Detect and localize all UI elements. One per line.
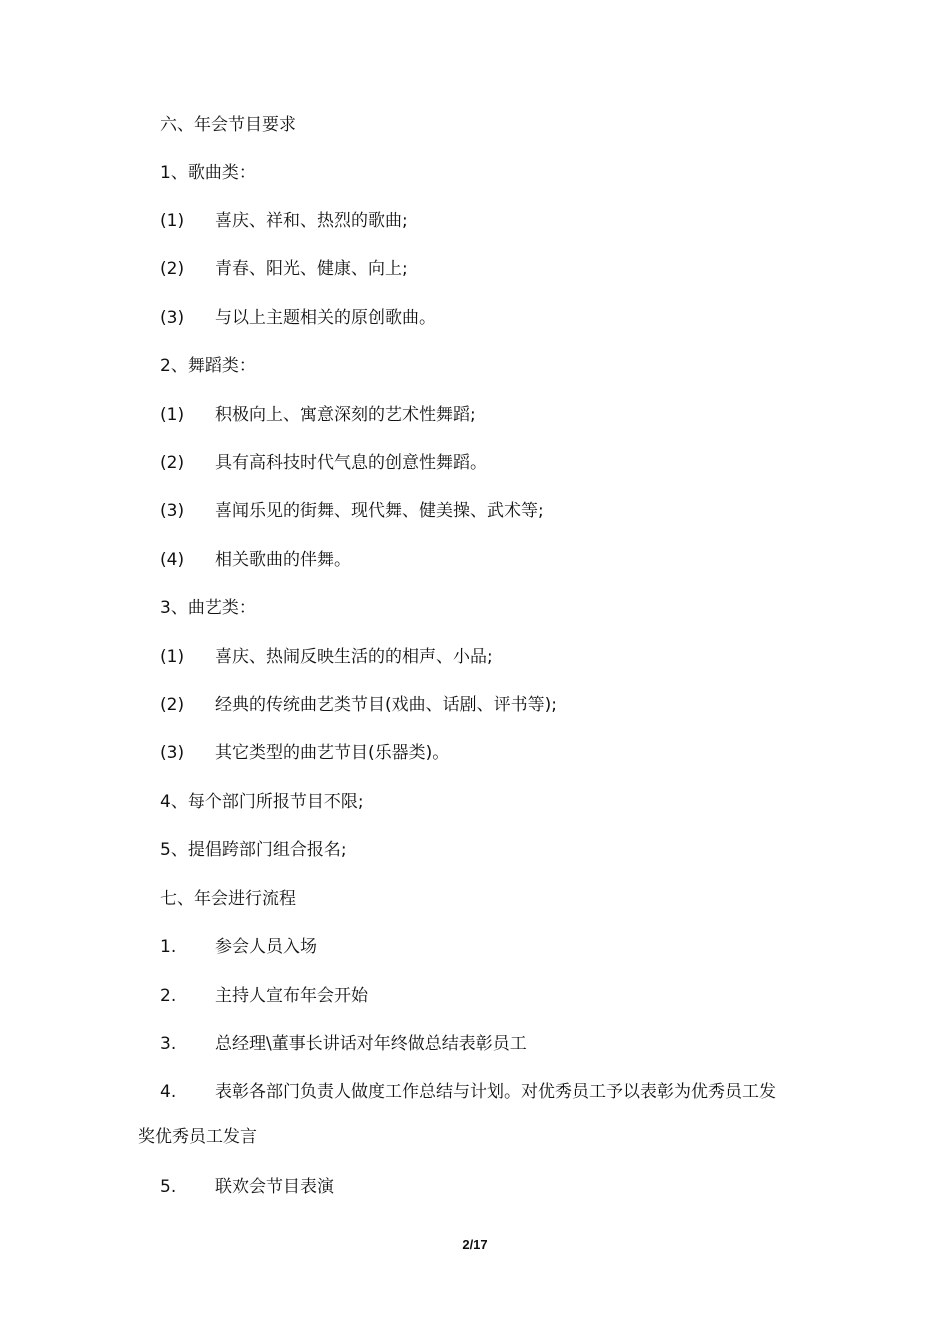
page-number: 2/17 [462, 1237, 488, 1252]
flow-step-continuation: 奖优秀员工发言 [138, 1127, 257, 1147]
flow-step-number: 5. [160, 1177, 177, 1197]
category-dance-heading: 2、舞蹈类： [160, 356, 256, 376]
list-item-number: (4) [160, 550, 185, 570]
flow-step-text: 参会人员入场 [215, 937, 317, 957]
list-item-number: (2) [160, 453, 185, 473]
list-item-text: 相关歌曲的伴舞。 [215, 550, 351, 570]
flow-step-number: 1. [160, 937, 177, 957]
list-item-text: 青春、阳光、健康、向上; [215, 259, 408, 279]
list-item-text: 喜庆、祥和、热烈的歌曲; [215, 211, 408, 231]
list-item-text: 具有高科技时代气息的创意性舞蹈。 [215, 453, 487, 473]
flow-step-text: 表彰各部门负责人做度工作总结与计划。对优秀员工予以表彰为优秀员工发 [215, 1082, 776, 1102]
flow-step-number: 2. [160, 986, 177, 1006]
flow-step-text: 主持人宣布年会开始 [215, 986, 368, 1006]
list-item-number: (2) [160, 259, 185, 279]
list-item-text: 积极向上、寓意深刻的艺术性舞蹈; [215, 405, 476, 425]
list-item-number: (1) [160, 647, 185, 667]
list-item-number: (1) [160, 211, 185, 231]
list-item-text: 经典的传统曲艺类节目(戏曲、话剧、评书等); [215, 695, 557, 715]
section-7-title: 七、年会进行流程 [160, 889, 296, 909]
list-item-text: 与以上主题相关的原创歌曲。 [215, 308, 436, 328]
flow-step-text: 总经理\董事长讲话对年终做总结表彰员工 [215, 1034, 527, 1054]
section-6-title: 六、年会节目要求 [160, 115, 296, 135]
list-item-number: (2) [160, 695, 185, 715]
flow-step-number: 3. [160, 1034, 177, 1054]
list-item-number: (1) [160, 405, 185, 425]
list-item-number: (3) [160, 743, 185, 763]
rule-4: 4、每个部门所报节目不限; [160, 792, 364, 812]
list-item-text: 其它类型的曲艺节目(乐器类)。 [215, 743, 450, 763]
list-item-number: (3) [160, 501, 185, 521]
category-quyi-heading: 3、曲艺类： [160, 598, 256, 618]
list-item-text: 喜庆、热闹反映生活的的相声、小品; [215, 647, 493, 667]
list-item-text: 喜闻乐见的街舞、现代舞、健美操、武术等; [215, 501, 544, 521]
rule-5: 5、提倡跨部门组合报名; [160, 840, 347, 860]
list-item-number: (3) [160, 308, 185, 328]
category-songs-heading: 1、歌曲类： [160, 163, 256, 183]
flow-step-text: 联欢会节目表演 [215, 1177, 334, 1197]
flow-step-number: 4. [160, 1082, 177, 1102]
